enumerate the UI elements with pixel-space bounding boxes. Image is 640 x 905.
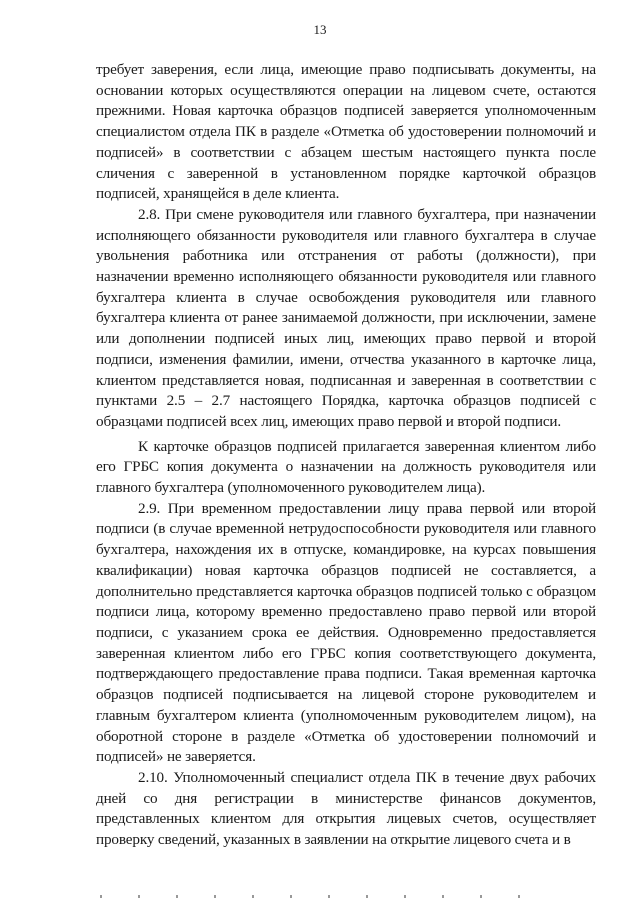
paragraph-2-8-attachment: К карточке образцов подписей прилагается заверенная клиентом либо его ГРБС копия документа о назначении на должность руководителя или главного бухгалтера (уполномоченного руководителем лица). (96, 437, 596, 497)
paragraph-2-8: 2.8. При смене руководителя или главного бухгалтера, при назначении исполняющего обязанности руководителя или главного бухгалтера в случае увольнения работника или отстранения от работы (должности), при назначении временно исполняющего обязанности руководителя или главного бухгалтера клиента в случае освобождения руководителя или главного бухгалтера клиента от ранее занимаемой должности, при исключении, замене или дополнении подписей иных лиц, имеющих право первой и второй подписи, изменения фамилии, имени, отчества указанного в карточке лица, клиентом представляется новая, подписанная и заверенная в соответствии с пунктами 2.5 – 2.7 настоящего Порядка, карточка образцов подписей с образцами подписей всех лиц, имеющих право первой и второй подписи. (96, 205, 596, 430)
paragraph-2-10: 2.10. Уполномоченный специалист отдела ПК в течение двух рабочих дней со дня регистрации в министерстве финансов документов, представленных клиентом для открытия лицевых счетов, осуществляет проверку сведений, указанных в заявлении на открытие лицевого счета и в (96, 768, 596, 849)
page-number: 13 (313, 22, 327, 37)
paragraph-2-9: 2.9. При временном предоставлении лицу права первой или второй подписи (в случае временной нетрудоспособности руководителя или главного бухгалтера, нахождения их в отпуске, командировке, на курсах повышения квалификации) новая карточка образцов подписей не составляется, а дополнительно представляется карточка образцов подписей только с образцом подписи лица, которому временно предоставлено право первой или второй подписи, с указанием срока ее действия. Одновременно предоставляется заверенная клиентом либо его ГРБС копия соответствующего документа, подтверждающего предоставление права подписи. Такая временная карточка образцов подписей подписывается на лицевой стороне руководителем и главным бухгалтером клиента (уполномоченным руководителем лицом), на оборотной стороне в разделе «Отметка об удостоверении полномочий и подписей» не заверяется. (96, 499, 596, 766)
scan-artifact-line (100, 895, 540, 898)
paragraph-continuation: требует заверения, если лица, имеющие право подписывать документы, на основании которых осуществляются операции на лицевом счете, остаются прежними. Новая карточка образцов подписей заверяется уполномоченным специалистом отдела ПК в разделе «Отметка об удостоверении полномочий и подписей» в соответствии с абзацем шестым настоящего пункта после сличения с заверенной в установленном порядке карточкой образцов подписей, хранящейся в деле клиента. (96, 61, 596, 203)
document-body (96, 60, 596, 851)
